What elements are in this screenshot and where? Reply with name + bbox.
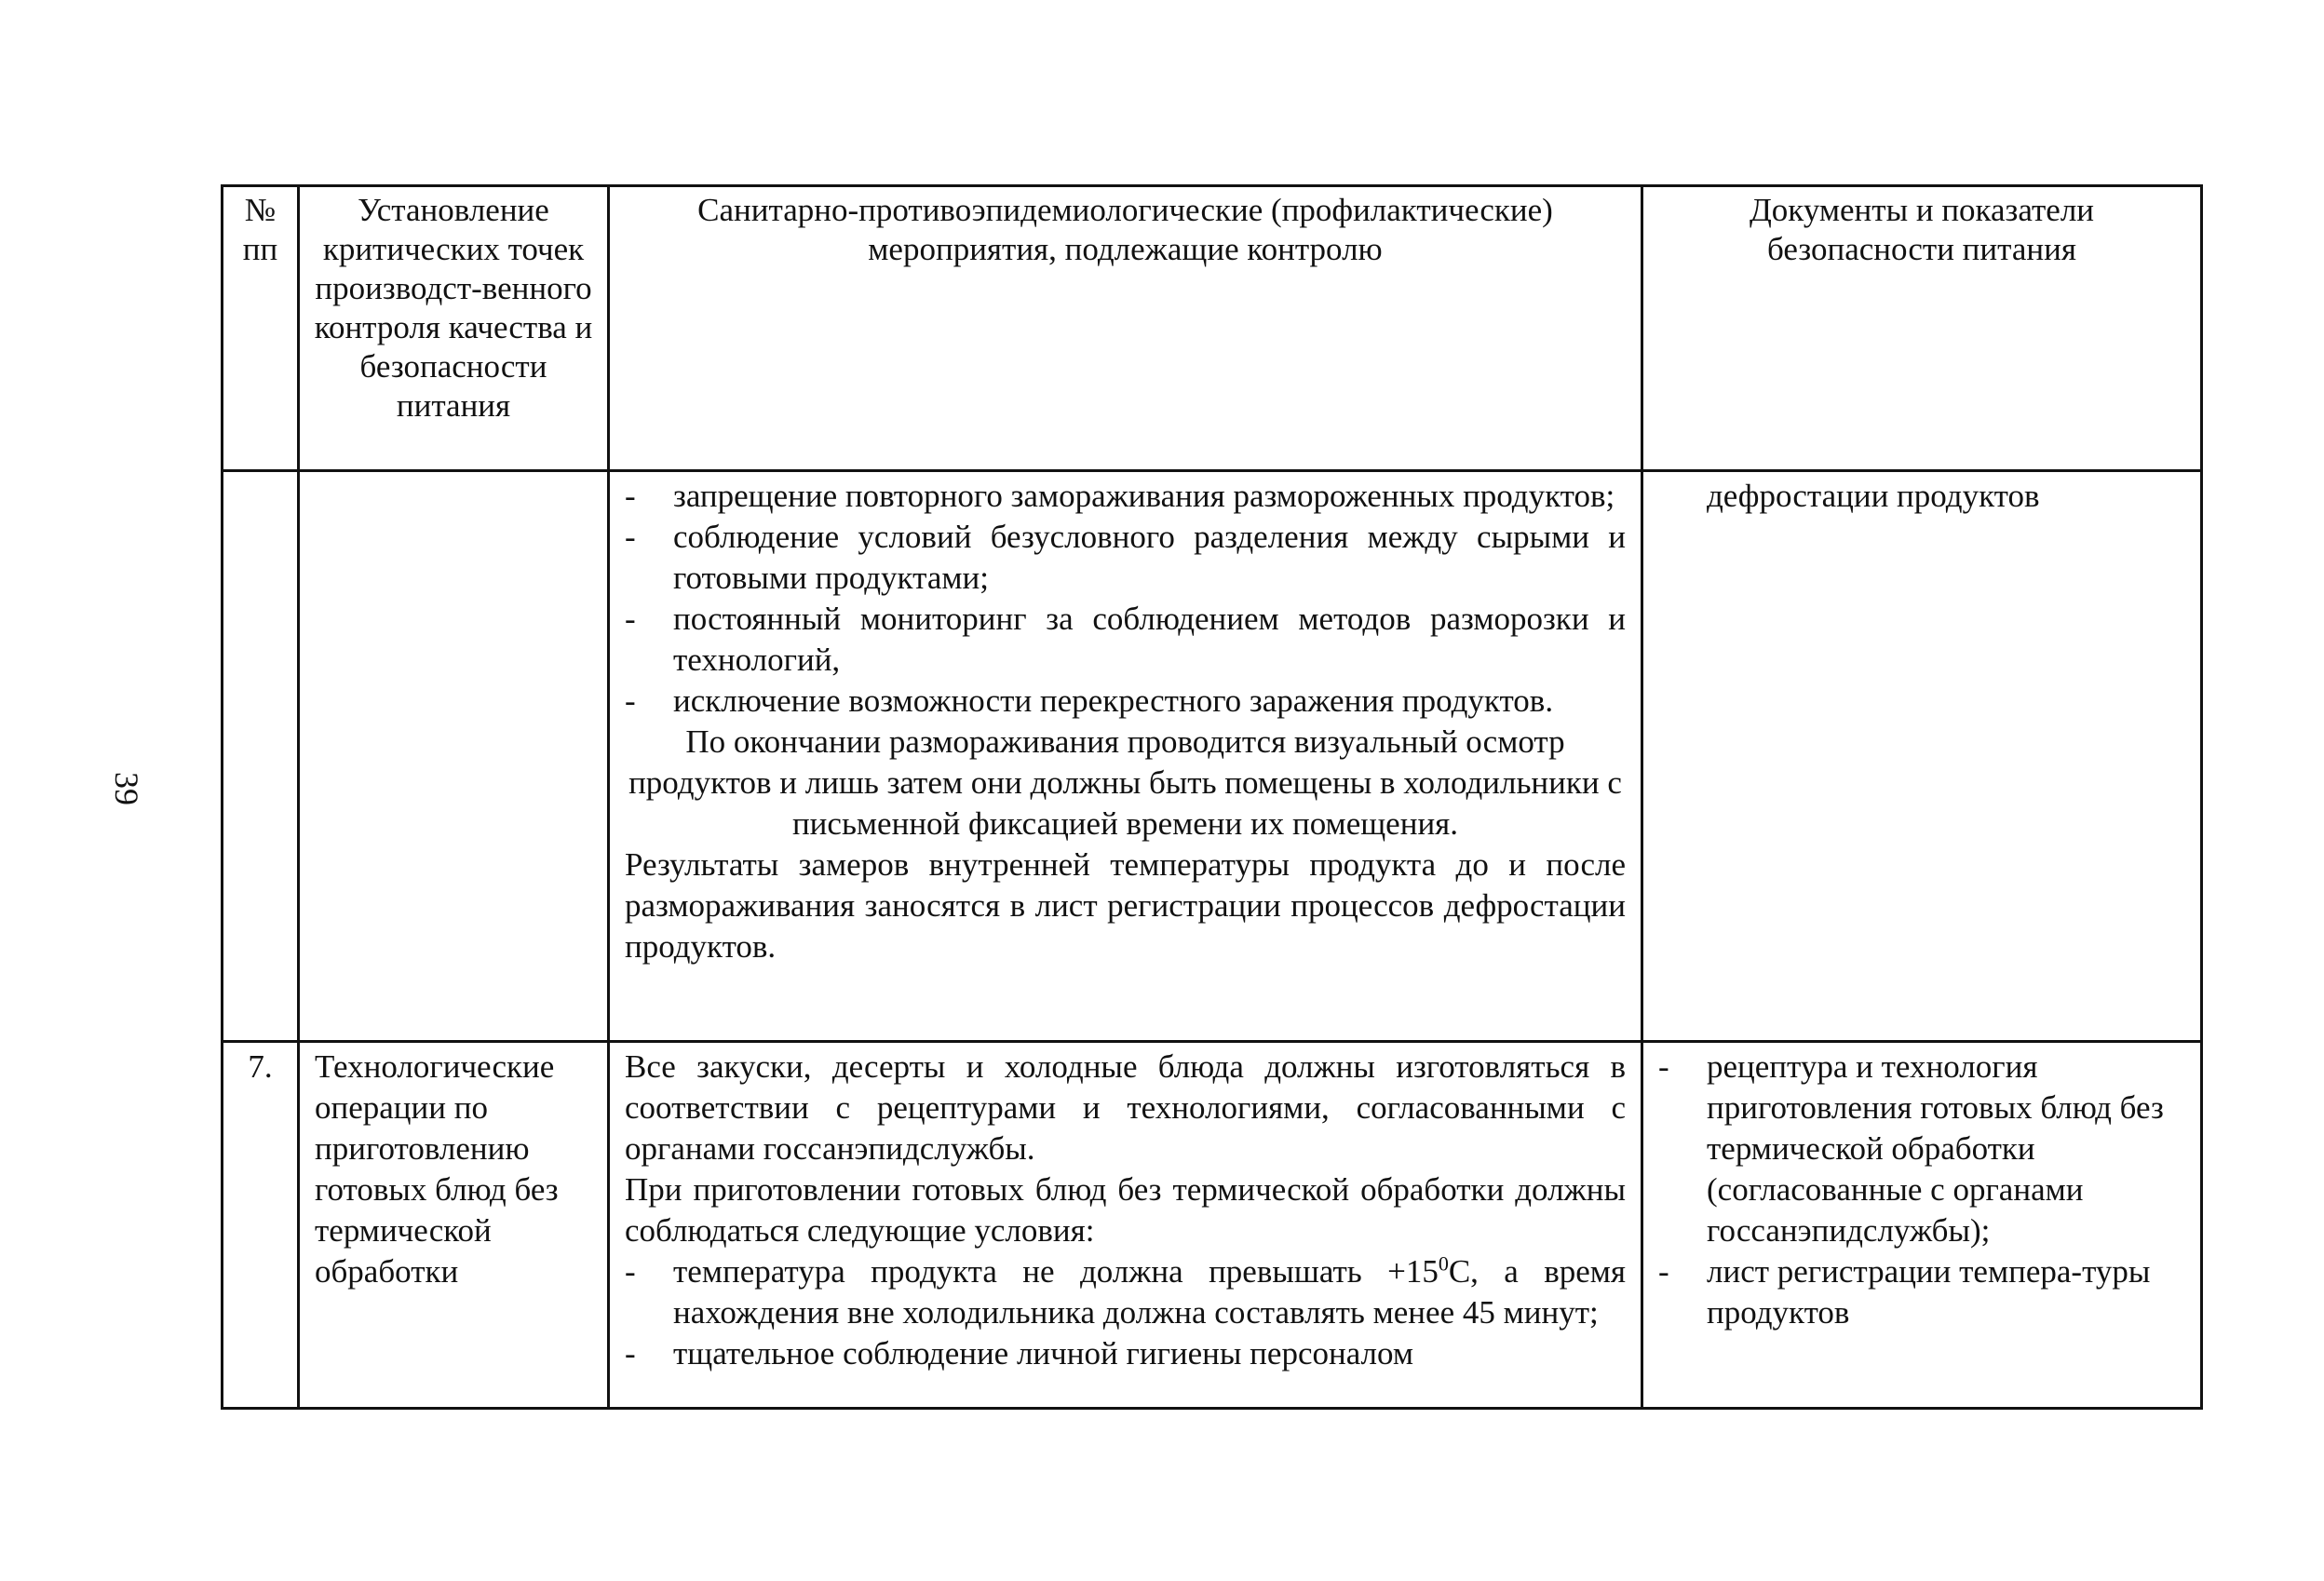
- table-row: [223, 471, 2202, 1042]
- list-item: - исключение возможности перекрестного заражения продуктов.: [625, 681, 1626, 722]
- recipes-text: Все закуски, десерты и холодные блюда должны изготовляться в соответствии с рецептурами и технологиями, согласованными с органами госсанэпидслужбы.: [625, 1048, 1626, 1167]
- list-item: [625, 1251, 1626, 1333]
- conditions-list: [625, 1251, 1626, 1374]
- temperature-text-end: С, а время нахождения вне холодильника должна составлять менее 45 минут;: [673, 1253, 1627, 1331]
- row1-docs: [1642, 471, 2202, 1042]
- row1-measures: [609, 471, 1642, 1042]
- row1-stage: [299, 471, 609, 1042]
- list-item: - рецептура и технология приготовления готовых блюд без термической обработки (согласованные с органами госсанэпидслужбы);: [1658, 1047, 2185, 1251]
- page-number: 39: [108, 772, 145, 805]
- header-num: № пп: [223, 186, 299, 471]
- list-item: - лист регистрации темпера-туры продуктов: [1658, 1251, 2185, 1333]
- docs-text: дефростации продуктов: [1707, 478, 2040, 514]
- header-critical-points: Установление критических точек производст-венного контроля качества и безопасности питания: [299, 186, 609, 471]
- row2-measures: [609, 1042, 1642, 1409]
- header-documents: Документы и показатели безопасности питания: [1642, 186, 2202, 471]
- row2-num: 7.: [223, 1042, 299, 1409]
- sanitary-control-table: [221, 184, 2203, 1410]
- header-measures: Санитарно-противоэпидемиологические (профилактические) мероприятия, подлежащие контролю: [609, 186, 1642, 471]
- table-row: [223, 1042, 2202, 1409]
- defrost-inspection-text: По окончании размораживания проводится визуальный осмотр продуктов и лишь затем они должны быть помещены в холодильники с письменной фиксацией времени их помещения.: [628, 723, 1622, 842]
- temperature-text: температура продукта не должна превышать +15: [673, 1253, 1439, 1290]
- list-item: - соблюдение условий безусловного разделения между сырыми и готовыми продуктами;: [625, 517, 1626, 599]
- degree-superscript: 0: [1438, 1251, 1449, 1276]
- row2-stage: Технологические операции по приготовлению готовых блюд без термической обработки: [299, 1042, 609, 1409]
- conditions-intro-text: При приготовлении готовых блюд без термической обработки должны соблюдаться следующие условия:: [625, 1171, 1626, 1249]
- list-item: - запрещение повторного замораживания размороженных продуктов;: [625, 476, 1626, 517]
- row1-num: [223, 471, 299, 1042]
- docs-list: [1658, 1047, 2185, 1333]
- table-header-row: [223, 186, 2202, 471]
- temperature-records-text: Результаты замеров внутренней температуры продукта до и после размораживания заносятся в лист регистрации процессов дефростации продуктов.: [625, 846, 1626, 965]
- row2-docs: [1642, 1042, 2202, 1409]
- measures-list: [625, 476, 1626, 722]
- list-item: - тщательное соблюдение личной гигиены персоналом: [625, 1333, 1626, 1374]
- list-item: - постоянный мониторинг за соблюдением методов разморозки и технологий,: [625, 599, 1626, 681]
